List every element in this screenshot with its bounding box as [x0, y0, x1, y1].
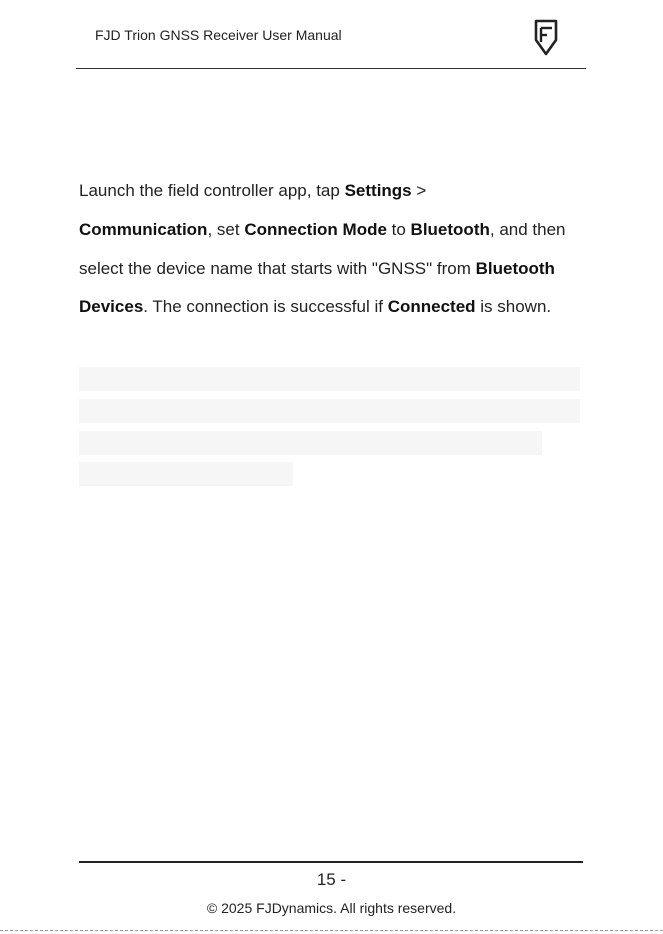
text-segment: is shown.	[475, 297, 552, 317]
bluetooth-devices-term: Bluetooth Devices	[79, 258, 555, 317]
text-segment: Launch the field controller app, tap	[79, 181, 345, 200]
instruction-paragraph	[79, 172, 589, 327]
fjd-logo-icon	[533, 18, 559, 58]
connected-term: Connected	[387, 297, 476, 317]
footer-rule	[79, 861, 583, 863]
bluetooth-term: Bluetooth	[410, 219, 490, 239]
copyright: © 2025 FJDynamics. All rights reserved.	[206, 900, 457, 916]
text-segment: >	[411, 181, 427, 200]
redacted-block	[79, 399, 580, 423]
header-title: FJD Trion GNSS Receiver User Manual	[95, 27, 342, 43]
redacted-block	[79, 462, 293, 486]
settings-term: Settings	[344, 181, 412, 200]
page-edge-dashed-line	[0, 930, 663, 931]
header-rule	[76, 68, 586, 69]
communication-term: Communication	[79, 219, 208, 239]
page-number: 15 -	[316, 870, 347, 889]
text-segment: . The connection is successful if	[143, 297, 388, 317]
redacted-block	[79, 367, 580, 391]
redacted-block	[79, 431, 542, 455]
connection-mode-term: Connection Mode	[244, 219, 387, 239]
text-segment: to	[386, 219, 411, 239]
text-segment: , and then select the device name that starts with "GNSS" from	[79, 219, 566, 278]
text-segment: , set	[207, 219, 245, 239]
